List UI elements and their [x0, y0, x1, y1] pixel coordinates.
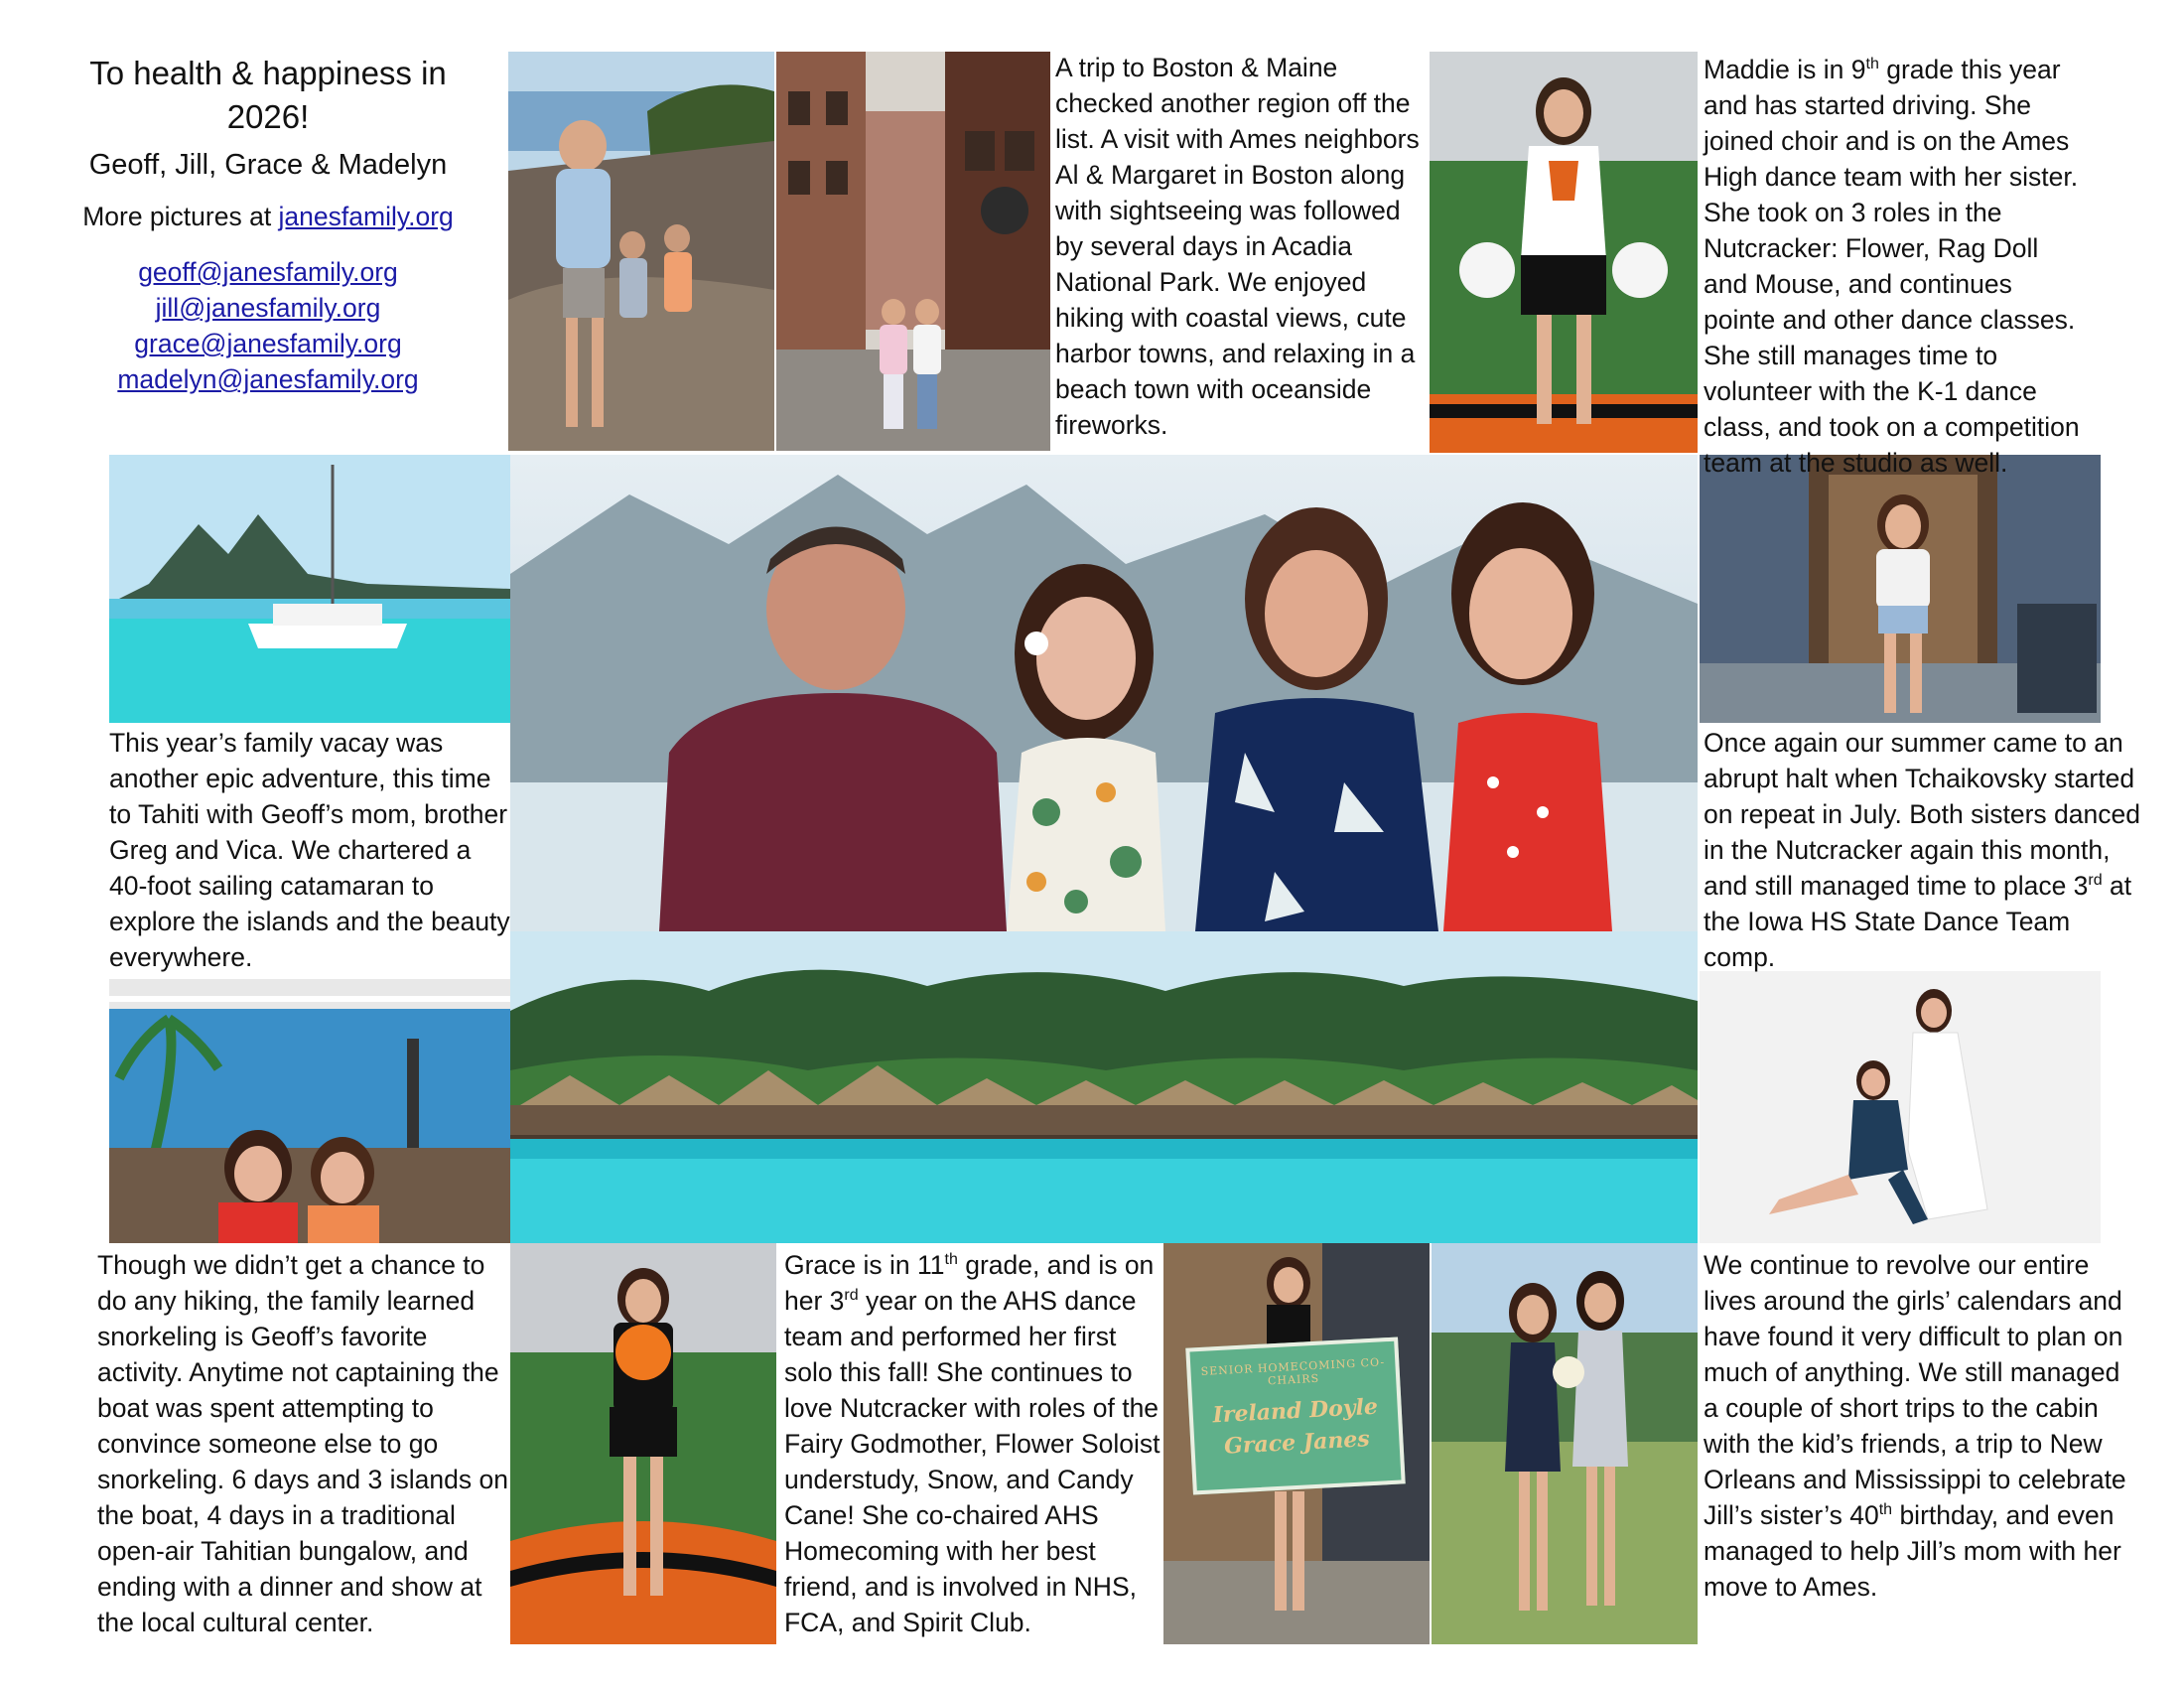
grace-text-a: Grace is in 11	[784, 1250, 945, 1280]
summer-text-b: at the Iowa HS State Dance Team comp.	[1704, 871, 2132, 972]
email-list	[65, 254, 472, 397]
grace-text-b: grade, and is on her 3	[784, 1250, 1155, 1316]
calendars-text-a: We continue to revolve our entire lives around the girls’ calendars and have found it very difficult to plan on much of anything. We still managed a couple of short trips to the cabin with the kid’s friends, a trip to New Orleans and Mississippi to celebrate Jill’s sister’s 40	[1704, 1250, 2126, 1530]
greeting: To health & happiness in 2026!	[89, 55, 447, 135]
photo-catamaran	[109, 455, 510, 723]
paragraph-grace	[784, 1247, 1161, 1640]
photo-overwater-bungalows	[510, 931, 1698, 1243]
grace-text-c: year on the AHS dance team and performed her first solo this fall! She continues to love Nutcracker with roles of the Fairy Godmother, Flower Soloist understudy, Snow, and Candy Cane! She co-chaired AHS Homecoming with her best friend, and is involved in NHS, FCA, and Spirit Club.	[784, 1286, 1160, 1637]
photo-maddie-cheer	[1430, 52, 1698, 453]
photo-family-tahiti	[510, 455, 1698, 931]
paragraph-summer	[1704, 725, 2140, 975]
sign-name-1: Ireland Doyle	[1211, 1393, 1379, 1429]
photo-grace-doorway	[1700, 455, 2101, 723]
grace-sup-2: rd	[844, 1287, 859, 1305]
email-jill[interactable]: jill@janesfamily.org	[155, 293, 381, 323]
photo-restaurant-dinner	[109, 979, 510, 1243]
paragraph-tahiti: This year’s family vacay was another epic adventure, this time to Tahiti with Geoff’s mom, brother Greg and Vica. We chartered a 40-foot sailing catamaran to explore the islands and the beauty everywhere.	[109, 728, 510, 972]
maddie-text-b: grade this year and has started driving. She joined choir and is on the Ames High dance team with her sister. She took on 3 roles in the Nutcracker: Flower, Rag Doll and Mouse, and continues pointe and other dance classes. She still manages time to volunteer with the K-1 dance class, and took on a competition team at the studio as well.	[1704, 55, 2080, 478]
grace-sup-1: th	[944, 1251, 958, 1269]
photo-dance-studio	[1700, 971, 2101, 1243]
paragraph-maddie	[1704, 52, 2085, 481]
summer-text-a: Once again our summer came to an abrupt halt when Tchaikovsky started on repeat in July. Both sisters danced in the Nutcracker again this month, and still managed time to place 3	[1704, 728, 2140, 901]
email-grace[interactable]: grace@janesfamily.org	[134, 329, 402, 358]
maddie-text-a: Maddie is in 9	[1704, 55, 1866, 84]
paragraph-snorkeling: Though we didn’t get a chance to do any hiking, the family learned snorkeling is Geoff’s favorite activity. Anytime not captaining the boat was spent attempting to convince someone else to go snorkeling. 6 days and 3 islands on the boat, 4 days in a traditional open-air Tahitian bungalow, and ending with a dinner and show at the local cultural center.	[97, 1250, 508, 1637]
sign-name-2: Grace Janes	[1223, 1426, 1371, 1460]
photo-sisters-formal	[1432, 1243, 1698, 1644]
photo-homecoming-sign	[1163, 1243, 1430, 1644]
calendars-sup: th	[1878, 1501, 1893, 1519]
calendars-text-b: birthday, and even managed to help Jill’s mom with her move to Ames.	[1704, 1500, 2121, 1602]
summer-sup: rd	[2088, 872, 2103, 890]
paragraph-boston-maine: A trip to Boston & Maine checked another region off the list. A visit with Ames neighbors Al & Margaret in Boston along with sightseeing was followed by several days in Acadia National Park. We enjoyed hiking with coastal views, cute harbor towns, and relaxing in a beach town with oceanside fireworks.	[1055, 53, 1420, 440]
sign-heading: SENIOR HOMECOMING CO-CHAIRS	[1200, 1355, 1386, 1388]
photo-hiking-rocks	[508, 52, 774, 451]
photo-grace-cheer	[510, 1243, 776, 1644]
site-link[interactable]: janesfamily.org	[278, 202, 454, 231]
more-pictures-line	[65, 199, 472, 234]
photo-boston-street	[776, 52, 1050, 451]
email-geoff[interactable]: geoff@janesfamily.org	[138, 257, 398, 287]
paragraph-calendars	[1704, 1247, 2130, 1605]
family-names: Geoff, Jill, Grace & Madelyn	[88, 149, 448, 181]
more-pictures-label: More pictures at	[82, 202, 279, 231]
header-block	[65, 52, 472, 397]
email-madelyn[interactable]: madelyn@janesfamily.org	[117, 364, 419, 394]
homecoming-sign	[1185, 1337, 1405, 1495]
maddie-sup: th	[1865, 56, 1879, 73]
